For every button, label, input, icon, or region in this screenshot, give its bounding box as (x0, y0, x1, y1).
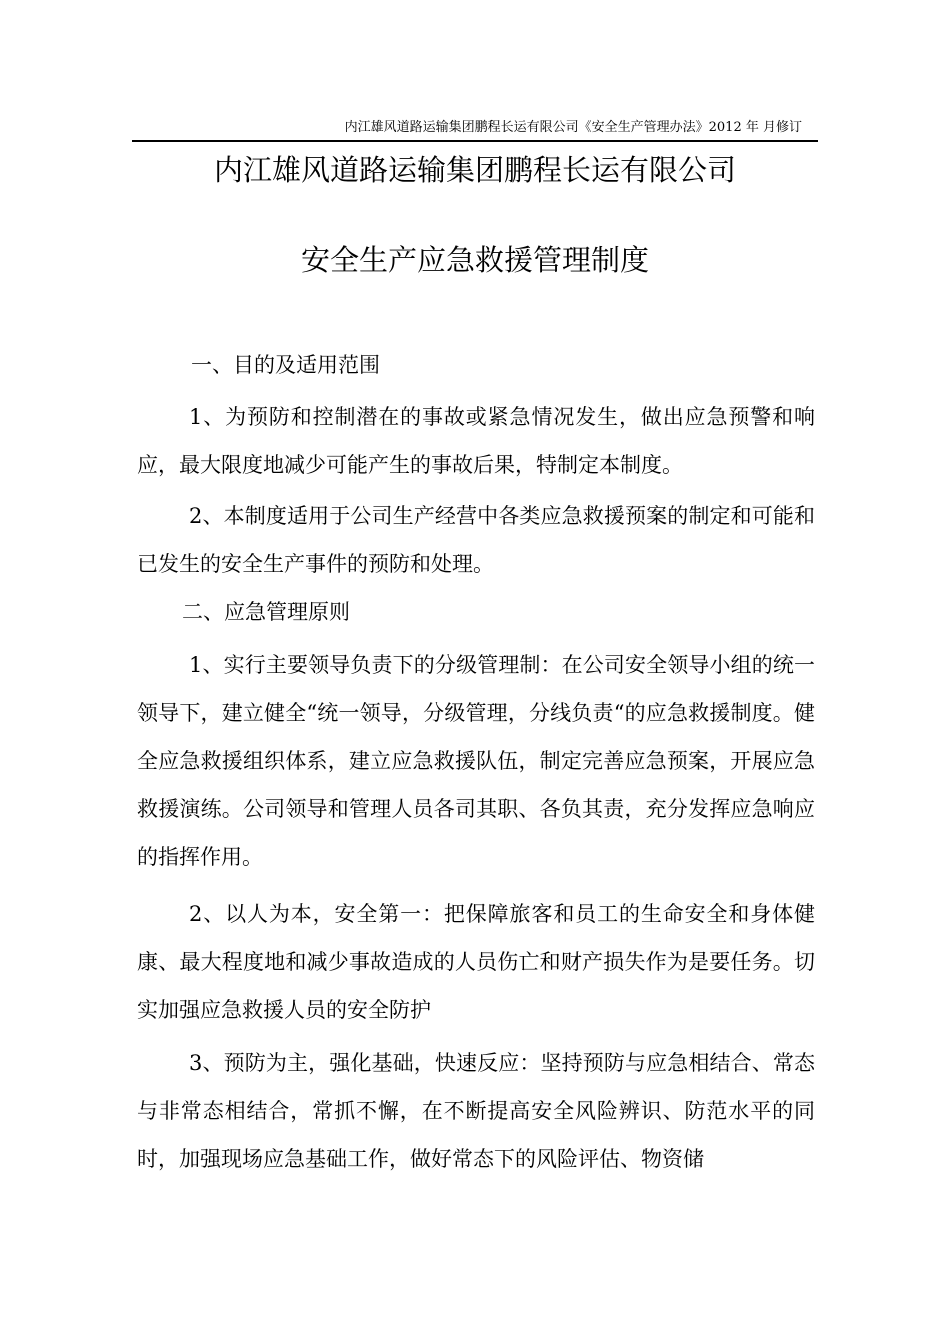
header-text: 内江雄风道路运输集团鹏程长运有限公司《安全生产管理办法》2012 年 月修订 (344, 120, 802, 135)
paragraph-1-2: 2、本制度适用于公司生产经营中各类应急救援预案的制定和可能和已发生的安全生产事件的预防和处理。 (137, 504, 815, 576)
paragraph-2-1: 1、实行主要领导负责下的分级管理制：在公司安全领导小组的统一领导下，建立健全“统一领导，分级管理，分线负责“的应急救援制度。健全应急救援组织体系，建立应急救援队伍，制定完善应急预案，开展应急救援演练。公司领导和管理人员各司其职、各负其责，充分发挥应急响应的指挥作用。 (137, 653, 815, 869)
paragraph-2-2: 2、以人为本，安全第一：把保障旅客和员工的生命安全和身体健康、最大程度地和减少事故造成的人员伤亡和财产损失作为是要任务。切实加强应急救援人员的安全防护 (137, 902, 815, 1022)
document-title-line1: 内江雄风道路运输集团鹏程长运有限公司 (213, 153, 736, 187)
section-heading-1: 一、目的及适用范围 (191, 353, 380, 377)
document-title-line2: 安全生产应急救援管理制度 (300, 243, 649, 277)
page-header (132, 118, 818, 142)
section-heading-2: 二、应急管理原则 (182, 600, 350, 624)
paragraph-2-3: 3、预防为主，强化基础，快速反应：坚持预防与应急相结合、常态与非常态相结合，常抓不懈，在不断提高安全风险辨识、防范水平的同时，加强现场应急基础工作，做好常态下的风险评估、物资储 (137, 1051, 815, 1171)
paragraph-1-1: 1、为预防和控制潜在的事故或紧急情况发生，做出应急预警和响应，最大限度地减少可能产生的事故后果，特制定本制度。 (137, 405, 815, 477)
